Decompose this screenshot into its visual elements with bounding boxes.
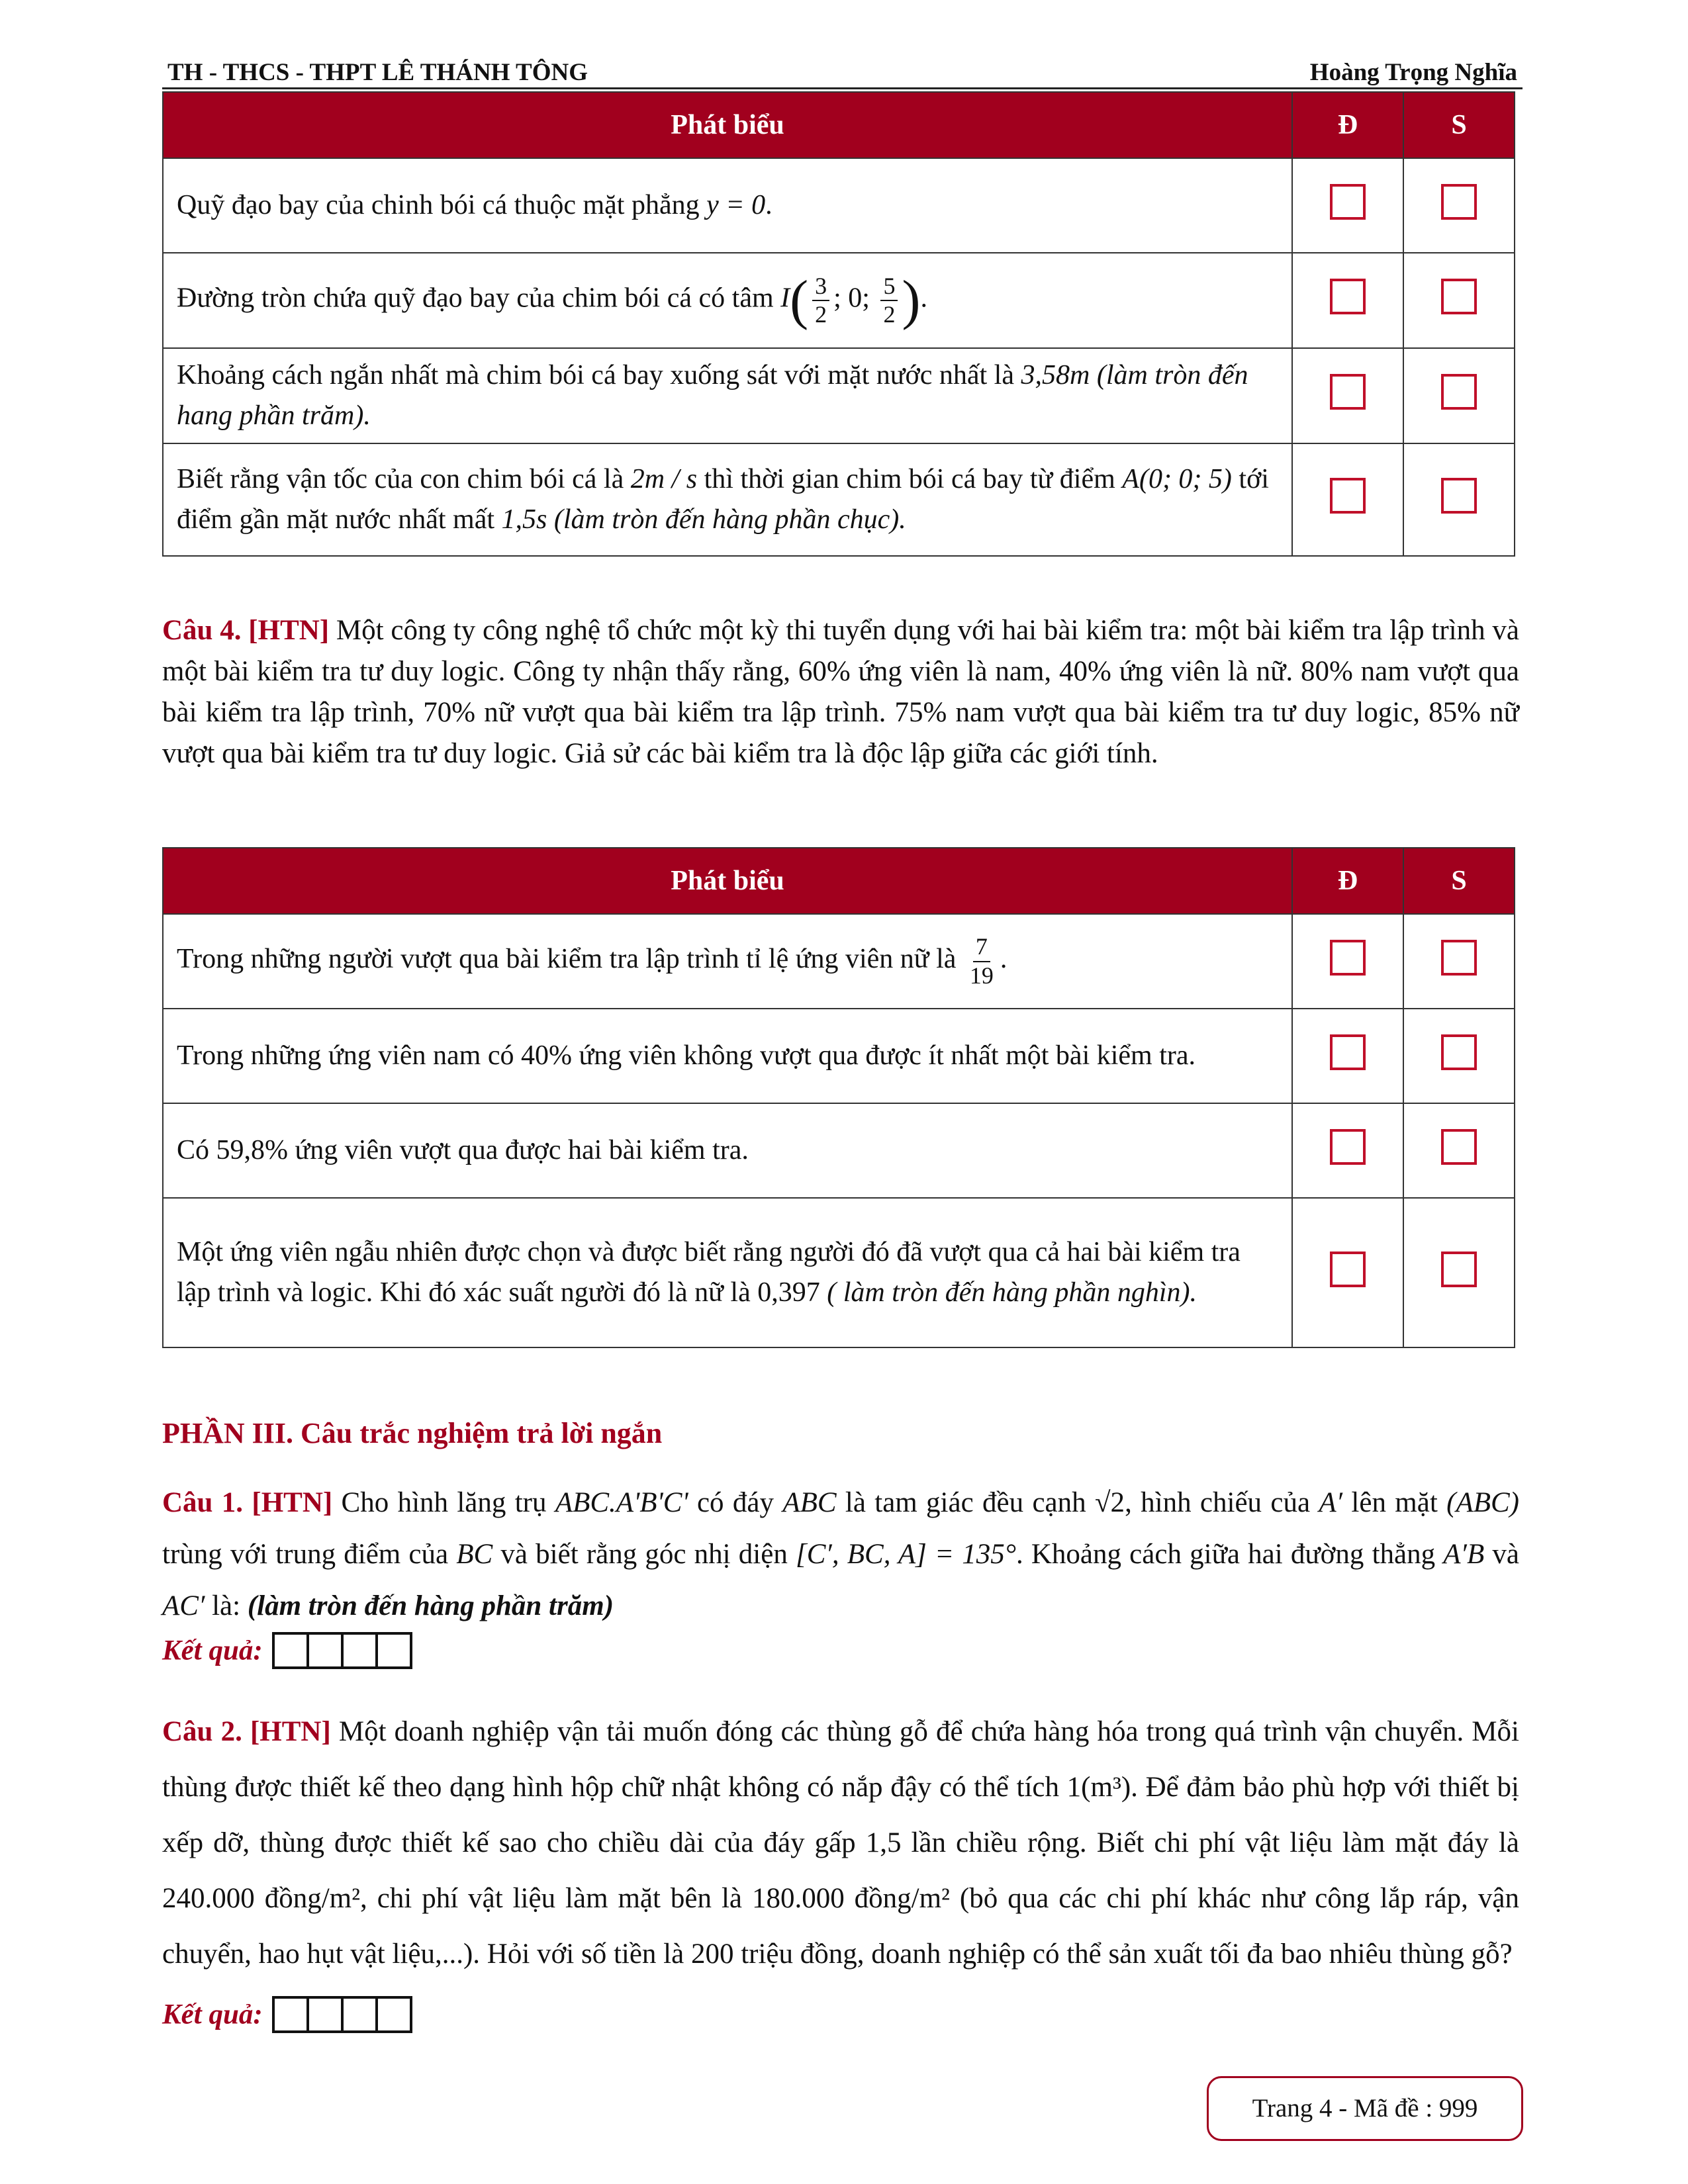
true-checkbox[interactable]: [1330, 374, 1366, 410]
table-row: [163, 1103, 1515, 1198]
statement-text: Trong những ứng viên nam có 40% ứng viên không vượt qua được ít nhất một bài kiểm tra.: [163, 1009, 1292, 1103]
header-statement: Phát biểu: [163, 848, 1292, 914]
question-label: Câu 4. [HTN]: [162, 615, 330, 646]
part3-question-1: Câu 1. [HTN] Cho hình lăng trụ ABC.A'B'C' có đáy ABC là tam giác đều cạnh √2, hình chiếu của A′ lên mặt (ABC) trùng với trung điểm của BC và biết rằng góc nhị diện [C′, BC, A] = 135°. Khoảng cách giữa hai đường thẳng A′B và AC′ là: (làm tròn đến hàng phần trăm): [162, 1487, 1519, 1621]
false-checkbox[interactable]: [1441, 1251, 1477, 1287]
answer-box[interactable]: [375, 1632, 412, 1669]
false-checkbox[interactable]: [1441, 184, 1477, 220]
false-checkbox[interactable]: [1441, 279, 1477, 314]
result-row-1: [162, 1632, 412, 1669]
header-false: S: [1403, 848, 1515, 914]
true-checkbox[interactable]: [1330, 1251, 1366, 1287]
result-label: Kết quả:: [162, 1635, 263, 1666]
true-checkbox[interactable]: [1330, 940, 1366, 976]
table-row: [163, 1198, 1515, 1347]
result-label: Kết quả:: [162, 1999, 263, 2030]
page-footer: Trang 4 - Mã đề : 999: [1207, 2076, 1523, 2141]
false-checkbox[interactable]: [1441, 940, 1477, 976]
false-checkbox[interactable]: [1441, 1034, 1477, 1070]
statement-text: Có 59,8% ứng viên vượt qua được hai bài kiểm tra.: [163, 1103, 1292, 1198]
statement-text: Biết rằng vận tốc của con chim bói cá là 2m / s thì thời gian chim bói cá bay từ điểm A(0; 0; 5) tới điểm gần mặt nước nhất mất 1,5s (làm tròn đến hàng phần chục).: [163, 443, 1292, 556]
answer-boxes: [272, 1632, 412, 1669]
question-label: Câu 2. [HTN]: [162, 1716, 331, 1747]
header-statement: Phát biểu: [163, 92, 1292, 158]
part3-question-2: Câu 2. [HTN] Một doanh nghiệp vận tải muốn đóng các thùng gỗ để chứa hàng hóa trong quá trình vận chuyển. Mỗi thùng được thiết kế theo dạng hình hộp chữ nhật không có nắp đậy có thể tích 1(m³). Để đảm bảo phù hợp với thiết bị xếp dỡ, thùng được thiết kế sao cho chiều dài của đáy gấp 1,5 lần chiều rộng. Biết chi phí vật liệu làm mặt đáy là 240.000 đồng/m², chi phí vật liệu làm mặt bên là 180.000 đồng/m² (bỏ qua các chi phí khác như công lắp ráp, vận chuyển, hao hụt vật liệu,...). Hỏi với số tiền là 200 triệu đồng, doanh nghiệp có thể sản xuất tối đa bao nhiêu thùng gỗ?: [162, 1716, 1519, 1970]
answer-boxes: [272, 1996, 412, 2033]
table-row: [163, 158, 1515, 253]
header-false: S: [1403, 92, 1515, 158]
table-row: [163, 253, 1515, 348]
section-title: PHẦN III. Câu trắc nghiệm trả lời ngắn: [162, 1417, 663, 1449]
false-checkbox[interactable]: [1441, 374, 1477, 410]
answer-box[interactable]: [306, 1996, 344, 2033]
false-checkbox[interactable]: [1441, 478, 1477, 514]
table-row: [163, 443, 1515, 556]
statement-text: Khoảng cách ngắn nhất mà chim bói cá bay xuống sát với mặt nước nhất là 3,58m (làm tròn đến hang phần trăm).: [163, 348, 1292, 443]
true-checkbox[interactable]: [1330, 279, 1366, 314]
true-checkbox[interactable]: [1330, 184, 1366, 220]
statement-text: Trong những người vượt qua bài kiểm tra lập trình tỉ lệ ứng viên nữ là $\frac{7}{19}$ .: [163, 914, 1292, 1009]
answer-box[interactable]: [306, 1632, 344, 1669]
header-true: Đ: [1292, 848, 1403, 914]
statement-table-1: [162, 91, 1515, 557]
true-checkbox[interactable]: [1330, 1034, 1366, 1070]
page-header: [162, 54, 1523, 89]
table-row: [163, 914, 1515, 1009]
statement-text: Một ứng viên ngẫu nhiên được chọn và được biết rằng người đó đã vượt qua cả hai bài kiểm tra lập trình và logic. Khi đó xác suất người đó là nữ là 0,397 ( làm tròn đến hàng phần nghìn).: [163, 1198, 1292, 1347]
table-row: [163, 348, 1515, 443]
question-4: Câu 4. [HTN] Một công ty công nghệ tổ chức một kỳ thi tuyển dụng với hai bài kiểm tra: một bài kiểm tra lập trình và một bài kiểm tra tư duy logic. Công ty nhận thấy rằng, 60% ứng viên là nam, 40% ứng viên là nữ. 80% nam vượt qua bài kiểm tra lập trình, 70% nữ vượt qua bài kiểm tra lập trình. 75% nam vượt qua bài kiểm tra tư duy logic, 85% nữ vượt qua bài kiểm tra tư duy logic. Giả sử các bài kiểm tra là độc lập giữa các giới tính.: [162, 615, 1519, 769]
statement-text: Đường tròn chứa quỹ đạo bay của chim bói cá có tâm I( $\frac{3}{2}$ ; 0; $\frac{5}{2}$ ).: [163, 253, 1292, 348]
result-row-2: [162, 1996, 412, 2033]
statement-table-2: [162, 847, 1515, 1348]
school-name: TH - THCS - THPT LÊ THÁNH TÔNG: [167, 59, 588, 86]
true-checkbox[interactable]: [1330, 1129, 1366, 1165]
statement-text: Quỹ đạo bay của chinh bói cá thuộc mặt phẳng y = 0.: [163, 158, 1292, 253]
answer-box[interactable]: [272, 1632, 309, 1669]
question-label: Câu 1. [HTN]: [162, 1487, 333, 1518]
answer-box[interactable]: [272, 1996, 309, 2033]
table-row: [163, 1009, 1515, 1103]
answer-box[interactable]: [341, 1996, 378, 2033]
true-checkbox[interactable]: [1330, 478, 1366, 514]
false-checkbox[interactable]: [1441, 1129, 1477, 1165]
header-true: Đ: [1292, 92, 1403, 158]
answer-box[interactable]: [375, 1996, 412, 2033]
answer-box[interactable]: [341, 1632, 378, 1669]
author-name: Hoàng Trọng Nghĩa: [1309, 59, 1517, 86]
